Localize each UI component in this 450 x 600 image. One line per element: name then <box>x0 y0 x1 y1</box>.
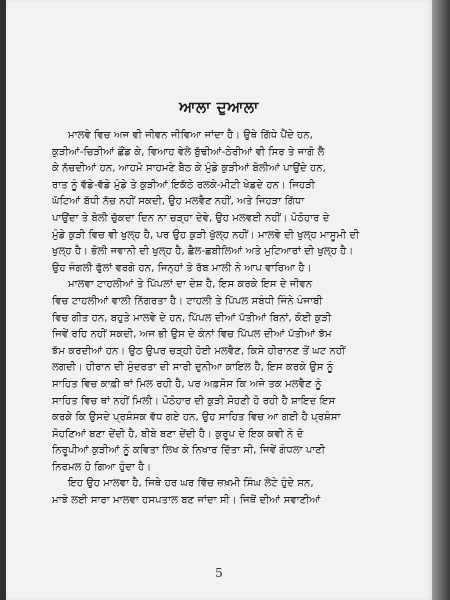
text-line: ਮਾਝੇ ਲਈ ਸਾਰਾ ਮਾਲਵਾ ਹਸਪਤਾਲ ਬਣ ਜਾਂਦਾ ਸੀ। ਜਿਥੋਂ ਦੀਆਂ ਸਵਾਣੀਆਂ <box>52 495 321 507</box>
text-line: ਜਿਵੇਂ ਰਹਿ ਨਹੀਂ ਸਕਦੀ, ਅਜ ਭੀ ਉਸ ਦੇ ਕੰਨਾਂ ਵਿਚ ਪਿੱਪਲ ਦੀਆਂ ਪੱਤੀਆਂ ਝੱਮ <box>52 329 332 341</box>
text-line: ਵਿਚ ਟਾਹਲੀਆਂ ਵਾਲੀ ਨਿੱਗਰਤਾ ਹੈ। ਟਾਹਲੀ ਤੇ ਪਿੱਪਲ ਸਬੰਧੀ ਜਿੰਨੇ ਪੰਜਾਬੀ <box>52 295 323 307</box>
paragraph <box>52 128 412 277</box>
text-line: ਵਿਚ ਗੀਤ ਹਨ, ਬਹੁਤੇ ਮਾਲਵੇ ਦੇ ਹਨ, ਪਿੱਪਲ ਦੀਆਂ ਪੱਤੀਆਂ ਬਿਨਾਂ, ਕੋਈ ਕੁੜੀ <box>52 312 332 324</box>
paragraph <box>52 277 412 476</box>
text-line: ਨਿਰਮਲ ਹੋ ਗਿਆ ਹੁੰਦਾ ਹੈ। <box>52 461 152 473</box>
text-line: ਸਾਹਿਤ ਵਿਚ ਥਾਂ ਨਹੀਂ ਮਿਲੀ। ਪੋਠੋਹਾਰ ਦੀ ਕੁੜੀ ਸੋਹਣੀ ਹੋ ਰਹੀ ਹੈ ਸ਼ਾਇਦ ਇਸ <box>52 395 336 407</box>
text-line: ਉਹ ਜੰਗਲੀ ਫੁੱਲਾਂ ਵਰਗੇ ਹਨ, ਜਿਨ੍ਹਾਂ ਤੇ ਰੱਬ ਮਾਲੀ ਨੇ ਆਪ ਵਾਰਿਆ ਹੈ। <box>52 262 312 274</box>
text-line: ਖੁਲ੍ਹ ਹੈ। ਭੋਲੀ ਜਵਾਨੀ ਦੀ ਖੁਲ੍ਹ ਹੈ, ਛੈਲ-ਛਬੀਲਿਆਂ ਅਤੇ ਮੁਟਿਆਰਾਂ ਦੀ ਖੁਲ੍ਹ ਹੈ। <box>52 246 354 258</box>
text-line: ਸਾਹਿਤ ਵਿਚ ਕਾਫ਼ੀ ਥਾਂ ਮਿਲ ਰਹੀ ਹੈ, ਪਰ ਅਫ਼ਸੋਸ ਕਿ ਅਜੇ ਤਕ ਮਲਵੈਣ ਨੂੰ <box>52 378 322 390</box>
text-line: ਲਗਦੀ। ਹੀਰਾਨ ਦੀ ਸੁੰਦਰਤਾ ਦੀ ਸਾਰੀ ਦੁਨੀਆ ਕਾਇਲ ਹੈ, ਇਸ ਕਰਕੇ ਉਸ ਨੂੰ <box>52 362 334 374</box>
text-line: ਮੁੰਡੇ ਕੁੜੀ ਵਿਚ ਵੀ ਖੁਲ੍ਹ ਹੈ, ਪਰ ਉਹ ਕੁੜੀ ਖੁੱਲ੍ਹ ਨਹੀਂ। ਮਾਲਵੇ ਦੀ ਖੁਲ੍ਹ ਮਾਸੂਮੀ ਦੀ <box>52 229 360 241</box>
text-line: ਮਾਲਵੇ ਵਿਚ ਅਜ ਵੀ ਜੀਵਨ ਜੀਵਿਆ ਜਾਂਦਾ ਹੈ। ਉਥੇ ਗਿੱਧੇ ਪੈਂਦੇ ਹਨ, <box>68 130 313 141</box>
text-line: ਕੇ ਨੱਚਦੀਆਂ ਹਨ, ਆਹਮੋ ਸਾਹਮਣੇ ਬੈਠ ਕੇ ਮੁੰਡੇ ਕੁੜੀਆਂ ਬੋਲੀਆਂ ਪਾਉਂਦੇ ਹਨ, <box>52 163 326 175</box>
text-line: ਘੱਟਿਆਂ ਬੱਧੀ ਨੱਚ ਨਹੀਂ ਸਕਦੀ, ਉਹ ਮਲਵੈਣ ਨਹੀਂ, ਅਤੇ ਜਿਹੜਾ ਗਿੱਧਾ <box>52 196 305 208</box>
text-line: ਝੱਮ ਕਰਦੀਆਂ ਹਨ। ਉਠ ਉਪਰ ਚੜ੍ਹੀ ਹੋਈ ਮਲਵੈਣ, ਕਿਸੇ ਹੀਰਾਨਣ ਤੋਂ ਘਟ ਨਹੀਂ <box>52 345 346 357</box>
text-line: ਇਹ ਉਹ ਮਾਲਵਾ ਹੈ, ਜਿਥੇ ਹਰ ਘਰ ਵਿੱਚ ਜ਼ਖ਼ਮੀ ਸਿੰਘ ਲੇਟੇ ਹੁੰਦੇ ਸਨ, <box>68 478 314 490</box>
text-line: ਪਾਉਂਦਾ ਤੇ ਬੋਲੀ ਚੁੱਕਦਾ ਦਿਨ ਨਾ ਚੜ੍ਹਾ ਦੇਵੇ, ਉਹ ਮਲਵਈ ਨਹੀਂ। ਪੋਠੋਹਾਰ ਦੇ <box>52 212 330 224</box>
chapter-heading: ਆਲਾ ਦੁਆਲਾ <box>179 98 259 116</box>
text-line: ਮਾਲਵਾ ਟਾਹਲੀਆਂ ਤੇ ਪਿੱਪਲਾਂ ਦਾ ਦੇਸ਼ ਹੈ, ਇਸ ਕਰਕੇ ਇਸ ਦੇ ਜੀਵਨ <box>68 279 313 291</box>
paragraphs-container <box>52 128 412 510</box>
page-number: 5 <box>215 566 223 580</box>
text-line: ਸੋਹਣਿਆਂ ਬਣਾ ਦੇਂਦੀ ਹੈ, ਬੀਬੇ ਬਣਾ ਦੇਂਦੀ ਹੈ। ਕੁਰੂਪ ਦੇ ਇਕ ਕਵੀ ਨੇ ਦੋ <box>52 428 304 440</box>
book-page <box>6 0 432 600</box>
text-line: ਕਰਕੇ ਕਿ ਉਸਦੇ ਪ੍ਰਸ਼ੰਸਕ ਵੱਧ ਗਏ ਹਨ, ਉਹ ਸਾਹਿਤ ਵਿਚ ਆ ਗਈ ਹੈ ਪ੍ਰਸ਼ੰਸਾ <box>52 412 341 424</box>
text-line: ਨਿਰੂਪੀਆਂ ਕੁੜੀਆਂ ਨੂੰ ਕਵਿਤਾ ਲਿਖ ਕੇ ਨਿਖਾਰ ਦਿੱਤਾ ਸੀ, ਜਿਵੇਂ ਗੰਧਲਾ ਪਾਣੀ <box>52 445 326 457</box>
text-line: ਰਾਤ ਨੂੰ ਵੱਡੇ-ਵੱਡੇ ਮੁੰਡੇ ਤੇ ਕੁੜੀਆਂ ਇਕੱਠੇ ਰਲਕੇ-ਮੀਟੀ ਖੇਡਦੇ ਹਨ। ਜਿਹੜੀ <box>52 179 315 191</box>
book-edge <box>432 0 450 600</box>
paragraph <box>52 476 412 509</box>
text-line: ਕੁੜੀਆਂ-ਚਿੜੀਆਂ ਛੌਂਡ ਕੇ, ਵਿਆਹ ਵੇਲੇ ਬੁੱਢੀਆਂ-ਠੇਰੀਆਂ ਵੀ ਸਿਰ ਤੇ ਜਾਗੋ ਲੈ <box>52 146 325 158</box>
body-text <box>52 128 412 510</box>
